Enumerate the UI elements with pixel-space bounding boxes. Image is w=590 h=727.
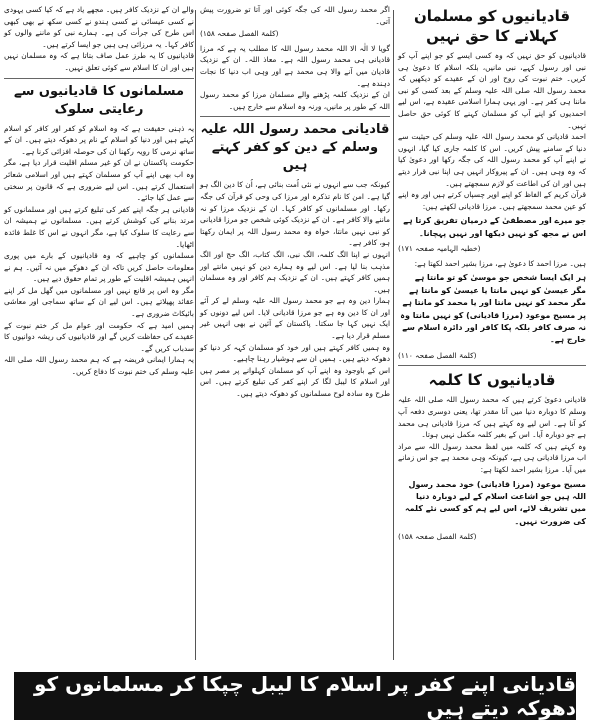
quote: مسیح موعود (مرزا قادیانی) خود محمد رسول اللہ ہیں جو اشاعت اسلام کے لیے دوبارہ دنیا میں تشریف لائے، اس لیے ہم کو کسی نئے کلمہ کی ضرورت نہیں۔ <box>404 479 586 526</box>
quote: ہر ایک ایسا شخص جو موسیٰ کو تو مانتا ہے مگر عیسیٰ کو نہیں مانتا یا عیسیٰ کو مانتا ہے مگر محمد کو نہیں مانتا اور یا محمد کو مانتا ہے پر مسیح موعود (مرزا قادیانی) کو نہیں مانتا وہ نہ صرف کافر بلکہ پکا کافر اور دائرہ اسلام سے خارج ہے۔ <box>400 273 586 345</box>
paragraph: حکومت پاکستان نے ان کو غیر مسلم اقلیت قرار دیا ہے، مگر وہ اب بھی اپنے آپ کو مسلمان کہتے ہیں اور اسلامی شعائر استعمال کرتے ہیں۔ اس لیے ضروری ہے کہ قانون پر سختی سے عمل کیا جائے۔ <box>4 158 194 203</box>
paragraph: ہمارا دین وہ ہے جو محمد رسول اللہ علیہ وسلم لے کر آئے اور ان کا دین وہ ہے جو مرزا قادیانی لایا۔ اس لیے دونوں کو ایک نہیں کہا جا سکتا۔ پاکستان کے آئین نے بھی انہیں غیر مسلم قرار دیا ہے۔ <box>200 296 390 341</box>
headline-concessionary-treatment: مسلمانوں کا قادیانیوں سے رعایتی سلوک <box>14 83 184 117</box>
paragraph: احمد قادیانی کو محمد رسول اللہ علیہ وسلم کی حیثیت سے دنیا کے سامنے پیش کریں۔ اس کا کلمہ جاری کیا گیا، انہوں نے اپنے آپ کو محمد رسول اللہ کی جگہ رکھا اور دعویٰ کیا کہ وہ وہی ہیں۔ ان کے پیروکار انہیں ہی اپنا نبی قرار دیتے ہیں اور ان کی اطاعت کو لازم سمجھتے ہیں۔ <box>398 132 586 188</box>
paragraph: قادیانیوں کو حق نہیں کہ وہ کسی ایسے کو جو اپنے آپ کو نبی اور رسول کہے، نبی مانیں، بلکہ اسلام کا دعویٰ ہی کریں۔ ختم نبوت کی روح اور ان کے عقیدے کو دیکھیں کہ محمد رسول اللہ صلی اللہ علیہ وسلم کے بعد کسی کو نبی ماننا ہی کفر ہے۔ اور یہی ہمارا اسلامی عقیدہ ہے، اس لیے احمدیوں کو اپنے آپ کو مسلمان کہنے کا کوئی حق حاصل نہیں۔ <box>398 51 586 130</box>
paragraph: قادیانی دعویٰ کرتے ہیں کہ محمد رسول اللہ صلی اللہ علیہ وسلم کا دوبارہ دنیا میں آنا مقدر تھا، یعنی دوسری دفعہ آپ کو آنا ہے۔ اس لیے وہ کہتے ہیں کہ مرزا قادیانی ہی محمد ہے جو دوبارہ آیا۔ اس کے بغیر کلمہ مکمل نہیں ہوتا۔ <box>398 395 586 440</box>
paragraph: ہیں۔ مرزا احمد کا دعویٰ ہے، مرزا بشیر احمد لکھتا ہے: <box>414 258 586 268</box>
paragraph: اگر محمد رسول اللہ کی جگہ کوئی اور آتا تو ضرورت پیش آتی۔ <box>200 5 390 26</box>
divider <box>398 365 586 366</box>
paragraph: قادیانی ہر جگہ اپنے کفر کی تبلیغ کرتے ہیں اور مسلمانوں کو مرتد بنانے کی کوشش کرتے ہیں۔ مسلمانوں نے ہمیشہ ان سے رعایت کا سلوک کیا ہے، مگر انہوں نے اس کا غلط فائدہ اٹھایا۔ <box>4 204 194 249</box>
divider <box>4 78 194 79</box>
paragraph: وہ ہمیں کافر کہتے ہیں اور خود کو مسلمان کہہ کر دنیا کو دھوکہ دیتے ہیں۔ ہمیں ان سے ہوشیار رہنا چاہیے۔ <box>200 342 390 364</box>
paragraph: انہوں نے اپنا الگ کلمہ، الگ نبی، الگ کتاب، الگ حج اور الگ مذہب بنا لیا ہے۔ اس لیے وہ ہمارے دین کو نہیں مانتے اور ہمیں کافر کہتے ہیں۔ ان کے نزدیک ہم کافر اور وہ مسلمان ہیں۔ <box>200 249 390 294</box>
paragraph: یہ ذہنی حقیقت ہے کہ وہ اسلام کو کفر اور کافر کو اسلام کہتے ہیں اور دنیا کو اسلام کے نام پر دھوکہ دیتے ہیں۔ ان کے ساتھ نرمی کا رویہ رکھنا ان کی حوصلہ افزائی کرنا ہے۔ <box>4 123 194 156</box>
paragraph: مسلمانوں کو چاہیے کہ وہ قادیانیوں کے بارے میں پوری معلومات حاصل کریں تاکہ ان کے دھوکے میں نہ آئیں۔ ہم نے انہیں ہمیشہ اقلیت کے طور پر تمام حقوق دیے ہیں۔ <box>4 251 194 284</box>
quote: جو میرے اور مصطفیٰ کے درمیان تفریق کرتا ہے اس نے مجھ کو نہیں دیکھا اور نہیں پہچانا۔ <box>403 216 586 238</box>
paragraph: اس کے باوجود وہ اپنے آپ کو مسلمان کہلوانے پر مصر ہیں اور اسلام کا لیبل لگا کر اپنے کفر کی تبلیغ کرتے ہیں۔ اس طرح وہ سادہ لوح مسلمانوں کو دھوکہ دیتے ہیں۔ <box>200 365 390 399</box>
citation: (کلمۃ الفصل صفحہ ۱۱۰) <box>398 350 477 360</box>
bottom-banner-headline: قادیانی اپنے کفر پر اسلام کا لیبل چپکا کر مسلمانوں کو دھوکہ دیتے ہیں <box>14 672 576 720</box>
paragraph: والے ان کے نزدیک کافر ہیں۔ مجھے یاد ہے کہ کیا کسی یہودی نے کسی عیسائی نے کسی ہندو نے کسی سکھ نے بھی کبھی اس طرح کی جرأت کی ہے۔ ہمارے نبی کو ماننے والوں کو کافر کہا۔ یہ مرزائی ہی ہیں جو ایسا کرتے ہیں۔ <box>4 5 194 49</box>
paragraph: مگر وہ اس پر قانع نہیں اور مسلمانوں میں گھل مل کر اپنے عقائد پھیلاتے ہیں۔ اس لیے ان کے ساتھ سماجی اور معاشی بائیکاٹ ضروری ہے۔ <box>4 285 194 319</box>
headline-deen-called-kufr: قادیانی محمد رسول اللہ علیہ وسلم کے دین کو کفر کہتے ہیں <box>200 122 390 174</box>
headline-no-right-to-be-called-muslim: قادیانیوں کو مسلمان کہلانے کا حق نہیں <box>413 7 571 45</box>
paragraph: قادیانیوں کا یہ طرز عمل صاف بتاتا ہے کہ وہ مسلمان نہیں ہیں اور ان کا اسلام سے کوئی تعلق نہیں۔ <box>4 51 194 72</box>
column-divider <box>195 10 196 660</box>
headline-qadiani-kalima: قادیانیوں کا کلمہ <box>428 371 556 390</box>
column-left <box>4 4 194 669</box>
newspaper-page <box>4 4 586 669</box>
column-divider <box>393 10 394 660</box>
citation: (کلمۃ الفصل صفحہ ۱۵۸) <box>398 532 477 542</box>
paragraph: وہ کہتے ہیں کہ کلمہ میں لفظ محمد رسول اللہ سے مراد اب مرزا قادیانی ہی ہے، کیونکہ وہی محمد ہے جو اس زمانے میں آیا۔ مرزا بشیر احمد لکھتا ہے: <box>398 441 586 474</box>
citation: (کلمۃ الفصل صفحہ ۱۵۸) <box>200 29 279 39</box>
paragraph: قرآن کریم کے الفاظ کو اپنے اوپر چسپاں کرتے ہیں اور وہ اپنے کو عین محمد سمجھتے ہیں۔ مرزا قادیانی لکھتے ہیں: <box>398 190 586 211</box>
paragraph: ان کے نزدیک کلمہ پڑھنے والے مسلمان مرزا کو محمد رسول اللہ کے طور پر مانیں، ورنہ وہ اسلام سے خارج ہیں۔ <box>200 90 390 111</box>
paragraph: یہ ہمارا ایمانی فریضہ ہے کہ ہم محمد رسول اللہ صلی اللہ علیہ وسلم کی ختم نبوت کا دفاع کریں۔ <box>4 355 194 377</box>
citation: (خطبہ الہامیہ صفحہ ۱۷۱) <box>398 244 481 254</box>
paragraph: کیونکہ جب سے انہوں نے نئی اُمت بنائی ہے، اُن کا دین الگ ہو گیا ہے۔ امن کا نام تذکرہ اور مرزا کی وحی کو قرآن کی جگہ رکھا۔ اور مسلمانوں کو کافر کہا۔ ان کے نزدیک مرزا کو نہ ماننے والا کافر ہے۔ ان کے نزدیک کوئی شخص جو مرزا قادیانی کو نبی نہیں مانتا، خواہ وہ محمد رسول اللہ پر ایمان رکھتا ہو، کافر ہے۔ <box>200 180 390 248</box>
column-right <box>398 4 586 669</box>
column-middle <box>200 4 390 669</box>
divider <box>200 116 390 117</box>
paragraph: گویا لا الٰہ الا اللہ محمد رسول اللہ کا مطلب یہ ہے کہ مرزا قادیانی ہی محمد رسول اللہ ہے۔ معاذ اللہ۔ ان کے نزدیک قادیان میں آنے والا ہی محمد ہے اور وہی اب دنیا کا نجات دہندہ ہے۔ <box>200 43 390 88</box>
paragraph: ہمیں امید ہے کہ حکومت اور عوام مل کر ختم نبوت کے عقیدے کی حفاظت کریں گے اور قادیانیوں کی ریشہ دوانیوں کا سدباب کریں گے۔ <box>4 320 194 353</box>
